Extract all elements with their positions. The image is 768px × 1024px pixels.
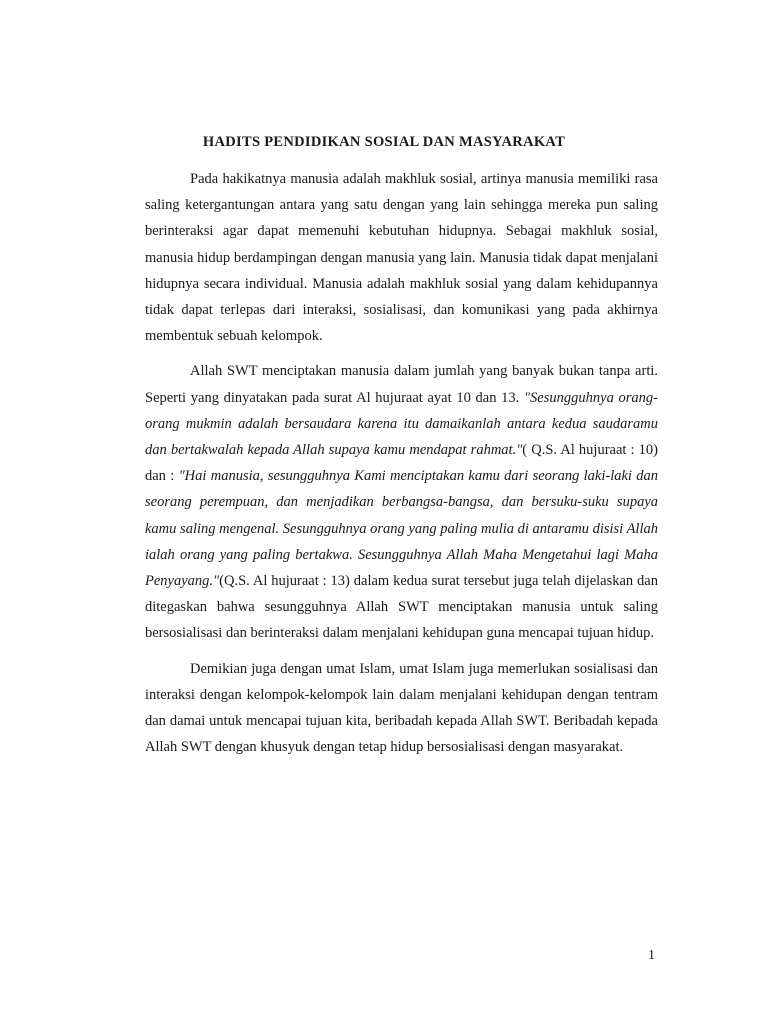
paragraph-2-intro: Allah SWT menciptakan manusia dalam jumlah yang banyak bukan tanpa arti. Seperti yang dinyatakan pada surat Al hujuraat ayat 10 dan 13. bbox=[145, 363, 658, 406]
quote-surah-13: "Hai manusia, sesungguhnya Kami menciptakan kamu dari seorang laki-laki dan seorang perempuan, dan menjadikan berbangsa-bangsa, dan bersuku-suku supaya kamu saling mengenal. Sesungguhnya orang yang paling mulia di antaramu disisi Allah ialah orang yang paling bertakwa. Sesungguhnya Allah Maha Mengetahui lagi Maha Penyayang." bbox=[145, 468, 659, 590]
document-body bbox=[145, 166, 658, 769]
paragraph-1: Pada hakikatnya manusia adalah makhluk sosial, artinya manusia memiliki rasa saling ketergantungan antara yang satu dengan yang lain sehingga mereka pun saling berinteraksi agar dapat memenuhi kebutuhan hidupnya. Sebagai makhluk sosial, manusia hidup berdampingan dengan manusia yang lain. Manusia tidak dapat menjalani hidupnya secara individual. Manusia adalah makhluk sosial yang dalam kehidupannya tidak dapat terlepas dari interaksi, sosialisasi, dan komunikasi yang pada akhirnya membentuk sebuah kelompok. bbox=[145, 171, 658, 345]
paragraph-2 bbox=[145, 358, 658, 646]
reference-surah-13: (Q.S. Al hujuraat : 13) dalam kedua surat tersebut juga telah dijelaskan dan ditegaskan bahwa sesungguhnya Allah SWT menciptakan manusia untuk saling bersosialisasi dan berinteraksi dalam menjalani kehidupan guna mencapai tujuan hidup. bbox=[145, 573, 658, 642]
paragraph-3: Demikian juga dengan umat Islam, umat Islam juga memerlukan sosialisasi dan interaksi dengan kelompok-kelompok lain dalam menjalani kehidupan dengan tentram dan damai untuk mencapai tujuan kita, beribadah kepada Allah SWT. Beribadah kepada Allah SWT dengan khusyuk dengan tetap hidup bersosialisasi dengan masyarakat. bbox=[145, 660, 658, 756]
page-title: HADITS PENDIDIKAN SOSIAL DAN MASYARAKAT bbox=[202, 134, 566, 150]
page-number: 1 bbox=[648, 948, 655, 963]
quote-surah-10: "Sesungguhnya orang-orang mukmin adalah bersaudara karena itu damaikanlah antara kedua saudaramu dan bertakwalah kepada Allah supaya kamu mendapat rahmat." bbox=[145, 389, 658, 459]
reference-surah-10: ( Q.S. Al hujuraat : 10) dan : bbox=[145, 442, 659, 485]
